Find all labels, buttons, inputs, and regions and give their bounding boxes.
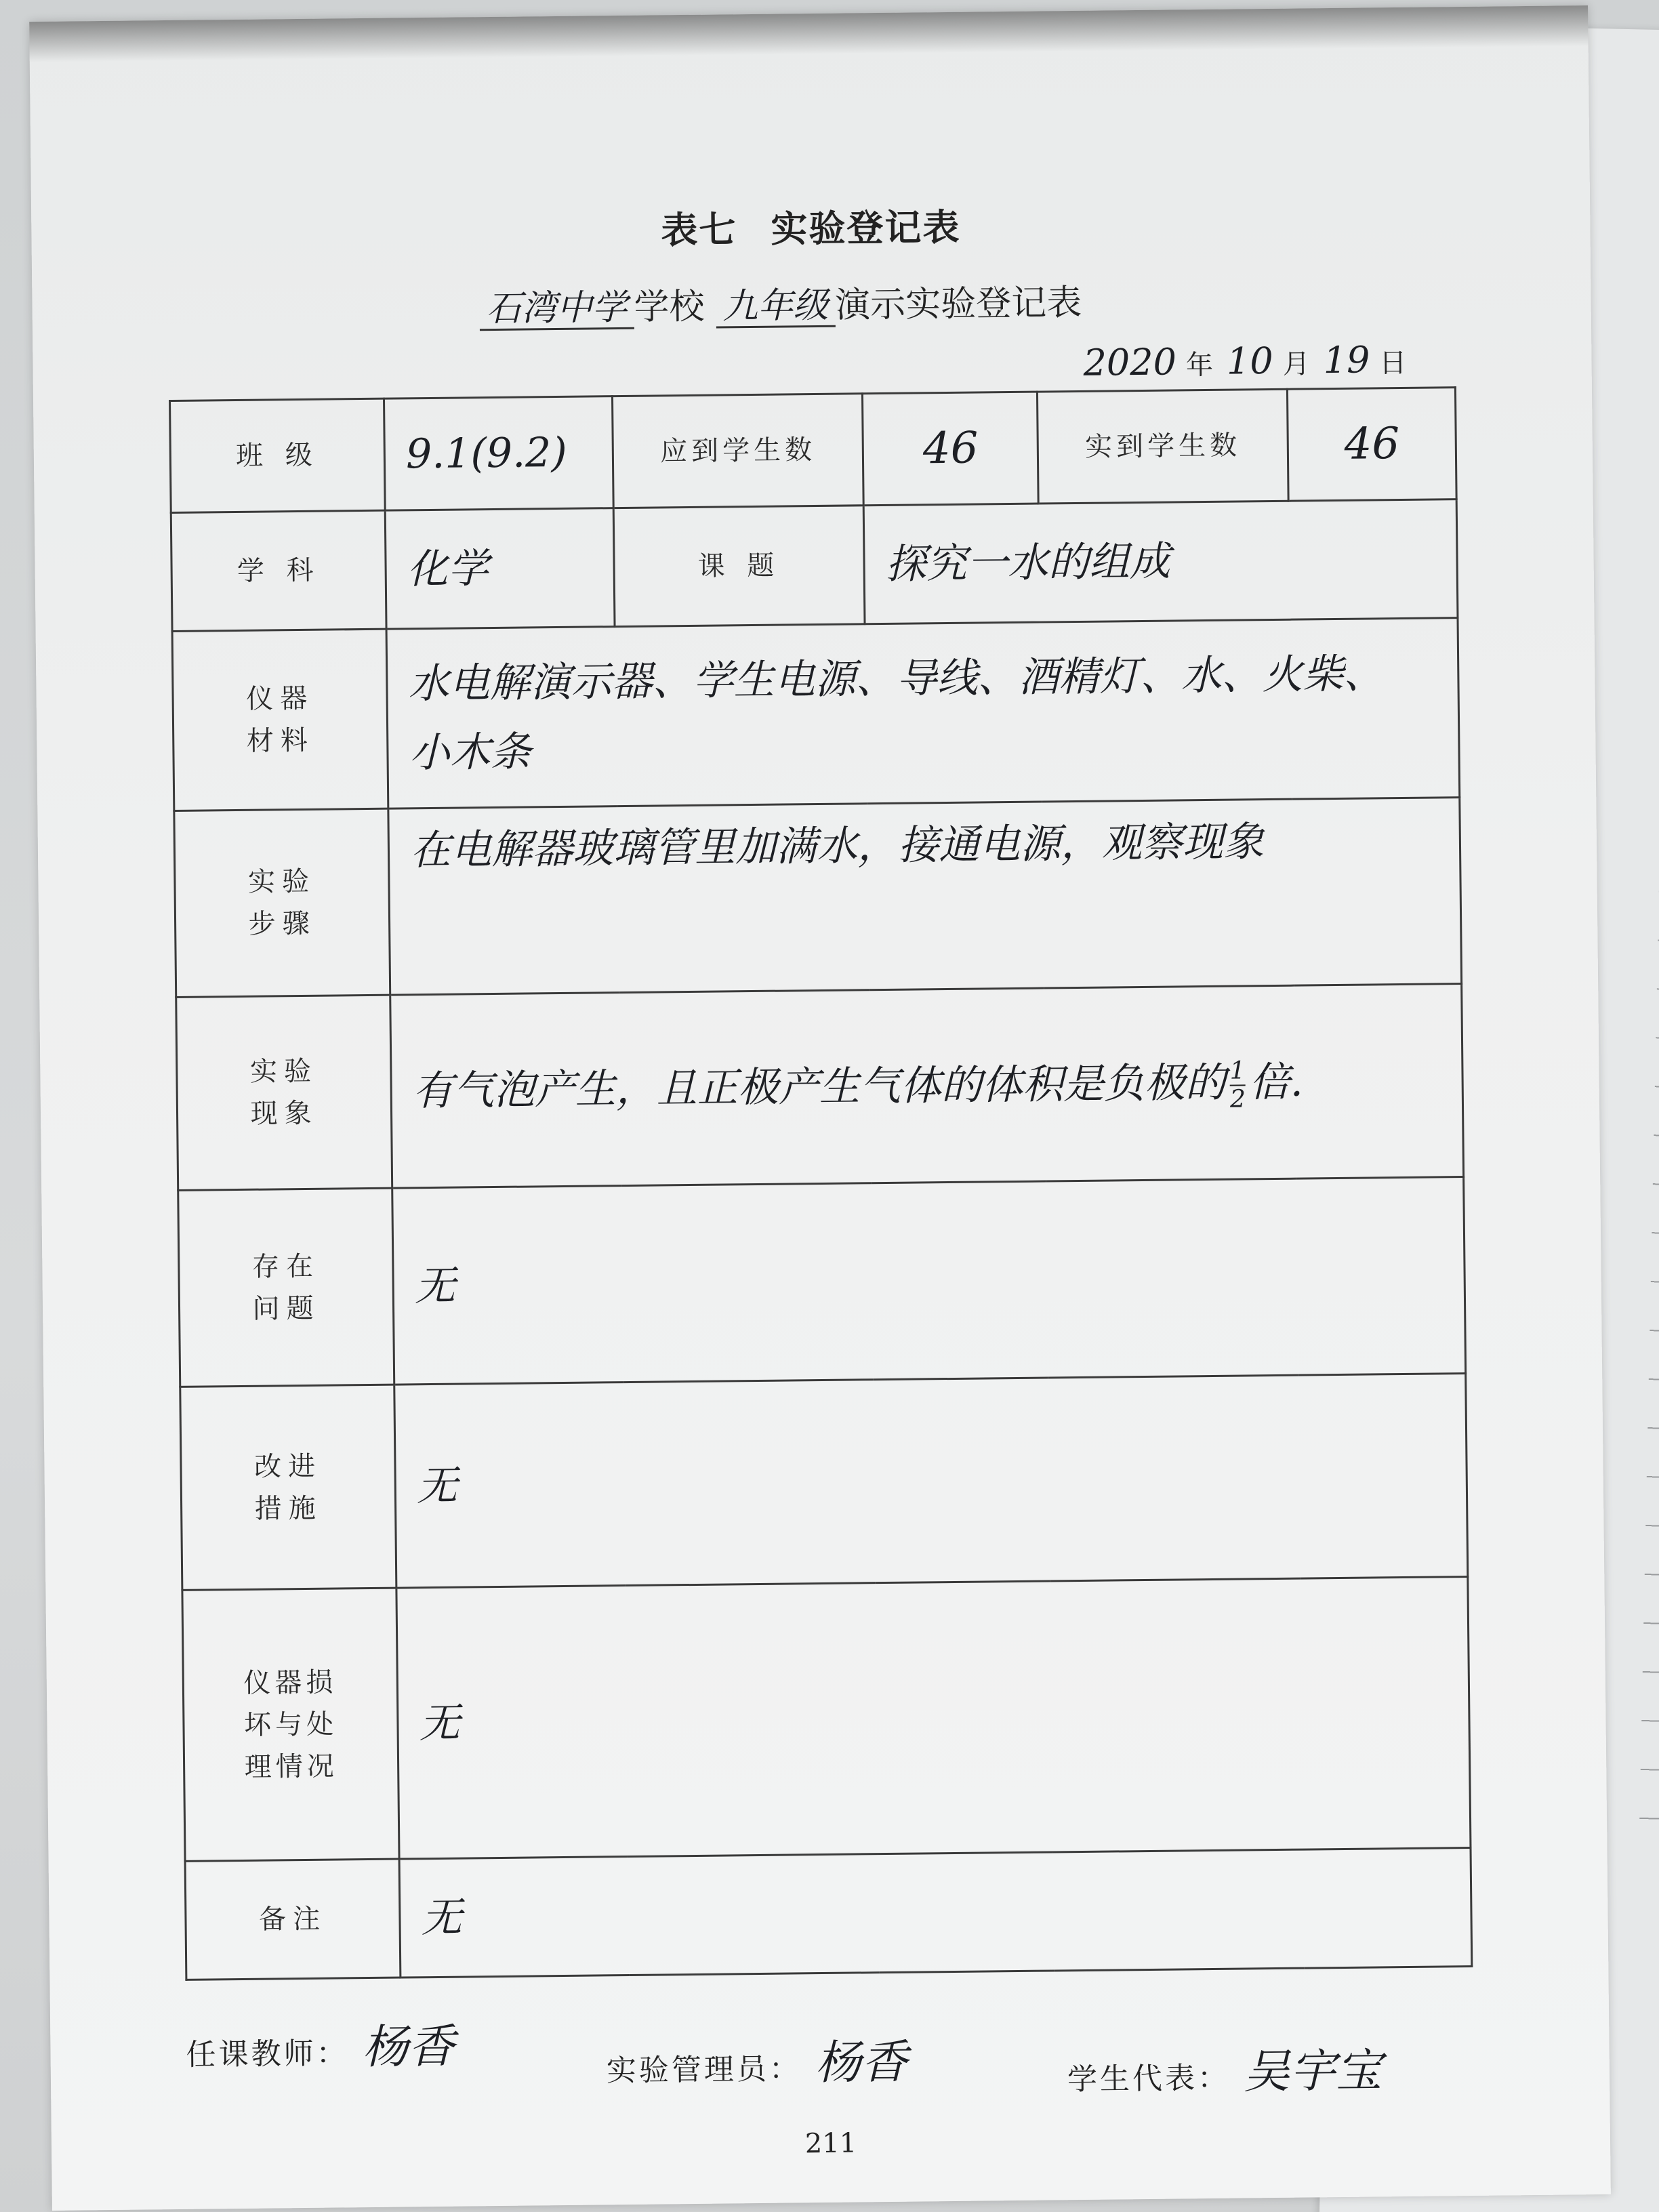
table-row (171, 499, 1458, 632)
date-month: 10 (1226, 339, 1273, 383)
problems-label (178, 1188, 394, 1387)
table-number: 表七 (661, 208, 737, 252)
teacher-label: 任课教师： (186, 2036, 349, 2072)
title-text: 实验登记表 (771, 205, 961, 251)
fraction-numerator: 1 (1229, 1057, 1246, 1086)
actual-count-label: 实到学生数 (1038, 389, 1289, 504)
materials-label (172, 629, 388, 811)
actual-count-value: 46 (1288, 388, 1456, 501)
table-row (176, 984, 1464, 1191)
phenomena-label-line: 现象 (250, 1097, 319, 1130)
experiment-register-table (169, 386, 1473, 1981)
table-row (185, 1848, 1472, 1980)
table-row (174, 798, 1462, 998)
problems-label-line: 问题 (252, 1292, 321, 1325)
teacher-name: 杨香 (362, 2020, 455, 2075)
improvement-value: 无 (394, 1374, 1468, 1589)
improvement-label-line: 改进 (253, 1450, 323, 1483)
materials-value (386, 618, 1460, 809)
form-subtitle (479, 274, 1082, 331)
expected-count-label: 应到学生数 (613, 394, 864, 508)
phenomena-value (390, 984, 1464, 1189)
damage-label (182, 1588, 399, 1861)
steps-label-line: 步骤 (248, 907, 316, 940)
topic-value: 探究一水的组成 (863, 499, 1458, 624)
page-number: 211 (804, 2127, 857, 2160)
materials-label-line: 材料 (246, 724, 315, 757)
materials-label-line: 仪器 (245, 682, 314, 715)
student-rep-label: 学生代表： (1067, 2060, 1231, 2097)
date-month-unit: 月 (1282, 348, 1310, 380)
improvement-label (180, 1385, 396, 1590)
topic-label: 课 题 (614, 506, 865, 627)
steps-label-line: 实验 (247, 865, 316, 898)
table-row (170, 388, 1457, 513)
phenomena-label (176, 995, 392, 1190)
lab-admin-signature (606, 2026, 907, 2095)
phenomena-tail: 倍. (1249, 1058, 1304, 1107)
steps-value: 在电解器玻璃管里加满水，接通电源，观察现象 (388, 798, 1462, 996)
sheet-edge-shadow (29, 5, 1589, 62)
school-suffix: 学校 (634, 286, 705, 328)
problems-value: 无 (392, 1177, 1466, 1385)
remarks-value: 无 (399, 1848, 1472, 1978)
phenomena-label-line: 实验 (249, 1055, 319, 1088)
date-year-unit: 年 (1185, 349, 1214, 382)
table-row (178, 1177, 1466, 1387)
grade-value: 九年级 (716, 287, 836, 329)
damage-label-line: 理情况 (244, 1750, 338, 1783)
improvement-label-line: 措施 (254, 1492, 323, 1525)
student-rep-signature (1067, 2034, 1382, 2103)
damage-label-line: 坏与处 (243, 1708, 338, 1741)
steps-label (174, 808, 390, 997)
lab-admin-label: 实验管理员： (606, 2051, 802, 2089)
fraction-denominator: 2 (1229, 1085, 1246, 1114)
register-sheet (29, 5, 1611, 2211)
table-row (172, 618, 1460, 811)
problems-label-line: 存在 (251, 1250, 321, 1283)
subject-label: 学 科 (171, 510, 386, 631)
table-row (182, 1577, 1471, 1862)
page-title (31, 192, 1591, 260)
form-name: 演示实验登记表 (834, 282, 1082, 326)
materials-value-line: 小木条 (409, 728, 531, 777)
class-label: 班 级 (170, 398, 386, 512)
materials-value-line: 水电解演示器、学生电源、导线、酒精灯、水、火柴、 (408, 650, 1385, 708)
underlying-page-lines (1639, 843, 1659, 1860)
class-value: 9.1(9.2) (384, 396, 614, 511)
phenomena-text: 有气泡产生，且正极产生气体的体积是负极的 (412, 1059, 1227, 1115)
remarks-label: 备注 (185, 1859, 401, 1980)
fraction (1229, 1059, 1246, 1112)
date-day: 19 (1323, 338, 1370, 382)
date-day-unit: 日 (1379, 347, 1407, 380)
school-name: 石湾中学 (479, 289, 634, 331)
damage-label-line: 仪器损 (243, 1666, 337, 1699)
table-row (180, 1374, 1468, 1591)
expected-count-value: 46 (863, 392, 1039, 506)
damage-value: 无 (396, 1577, 1471, 1860)
record-date (1083, 338, 1420, 384)
signature-footer (186, 1999, 1474, 2108)
student-rep-name: 吴宇宝 (1243, 2044, 1382, 2100)
teacher-signature (186, 2010, 455, 2078)
date-year: 2020 (1083, 340, 1177, 384)
subject-value: 化学 (385, 508, 615, 630)
lab-admin-name: 杨香 (815, 2035, 908, 2091)
